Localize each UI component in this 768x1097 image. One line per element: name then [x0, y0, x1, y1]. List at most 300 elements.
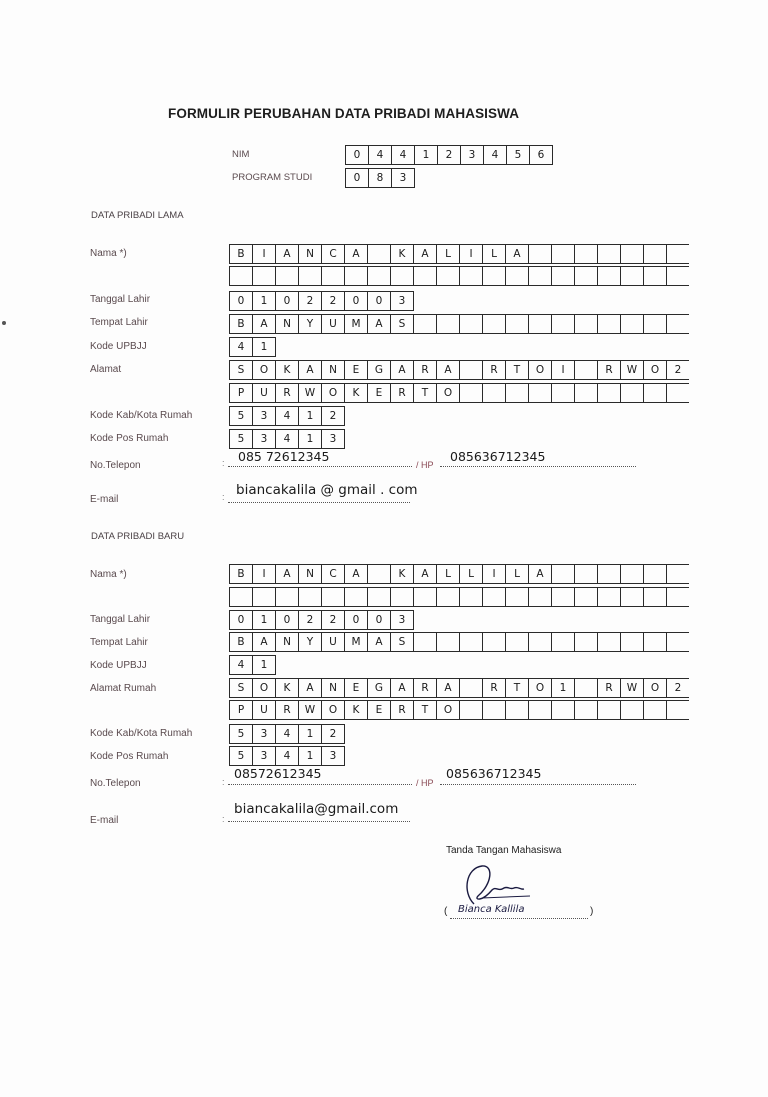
char-cell[interactable]: [460, 383, 483, 403]
char-cell[interactable]: 2: [299, 291, 322, 311]
char-cell[interactable]: [575, 700, 598, 720]
char-cell[interactable]: [276, 266, 299, 286]
char-cell[interactable]: [575, 244, 598, 264]
char-cell[interactable]: O: [644, 678, 667, 698]
char-cell[interactable]: [667, 700, 689, 720]
char-cell[interactable]: L: [437, 244, 460, 264]
char-cell[interactable]: [506, 700, 529, 720]
char-cell[interactable]: 1: [552, 678, 575, 698]
new-telepon-colon: :: [222, 777, 225, 787]
char-cell[interactable]: B: [229, 564, 253, 584]
char-cell[interactable]: T: [414, 700, 437, 720]
new-email-label: E-mail: [90, 815, 119, 826]
char-cell[interactable]: 1: [299, 746, 322, 766]
char-cell[interactable]: 3: [322, 746, 345, 766]
char-cell[interactable]: [529, 700, 552, 720]
char-cell[interactable]: K: [391, 244, 414, 264]
char-cell[interactable]: G: [368, 678, 391, 698]
char-cell[interactable]: [460, 314, 483, 334]
new-nama-label: Nama *): [90, 569, 127, 580]
char-cell[interactable]: [529, 632, 552, 652]
char-cell[interactable]: W: [621, 360, 644, 380]
char-cell[interactable]: O: [322, 383, 345, 403]
char-cell[interactable]: L: [460, 564, 483, 584]
char-cell[interactable]: R: [598, 678, 621, 698]
new-upbjj-boxes[interactable]: [229, 655, 276, 675]
char-cell[interactable]: 3: [322, 429, 345, 449]
char-cell[interactable]: [529, 587, 552, 607]
char-cell[interactable]: O: [437, 700, 460, 720]
char-cell[interactable]: K: [276, 360, 299, 380]
char-cell[interactable]: [644, 266, 667, 286]
old-hp-value[interactable]: 085636712345: [450, 449, 546, 464]
char-cell[interactable]: [483, 314, 506, 334]
form-title: FORMULIR PERUBAHAN DATA PRIBADI MAHASISWA: [168, 106, 520, 121]
char-cell[interactable]: 0: [345, 610, 368, 630]
old-telepon-line: [228, 466, 412, 467]
char-cell[interactable]: B: [229, 244, 253, 264]
char-cell[interactable]: [644, 383, 667, 403]
section-old-heading: DATA PRIBADI LAMA: [91, 210, 184, 221]
char-cell[interactable]: [644, 314, 667, 334]
char-cell[interactable]: 2: [438, 145, 461, 165]
char-cell[interactable]: [460, 678, 483, 698]
char-cell[interactable]: [575, 266, 598, 286]
char-cell[interactable]: R: [483, 360, 506, 380]
char-cell[interactable]: W: [299, 383, 322, 403]
char-cell[interactable]: [391, 266, 414, 286]
char-cell[interactable]: 2: [322, 610, 345, 630]
char-cell[interactable]: N: [299, 564, 322, 584]
char-cell[interactable]: R: [391, 383, 414, 403]
new-nama-row1[interactable]: [229, 564, 689, 584]
char-cell[interactable]: [667, 383, 689, 403]
char-cell[interactable]: A: [414, 244, 437, 264]
char-cell[interactable]: [437, 632, 460, 652]
char-cell[interactable]: [299, 266, 322, 286]
char-cell[interactable]: [667, 314, 689, 334]
char-cell[interactable]: A: [276, 564, 299, 584]
char-cell[interactable]: R: [414, 678, 437, 698]
char-cell[interactable]: 5: [507, 145, 530, 165]
old-telepon-value[interactable]: 085 72612345: [238, 449, 330, 464]
char-cell[interactable]: 4: [392, 145, 415, 165]
char-cell[interactable]: A: [253, 632, 276, 652]
nim-boxes[interactable]: [345, 145, 553, 165]
char-cell[interactable]: [368, 564, 391, 584]
char-cell[interactable]: O: [253, 678, 276, 698]
new-hp-label: / HP: [416, 778, 434, 788]
char-cell[interactable]: [598, 700, 621, 720]
char-cell[interactable]: [552, 314, 575, 334]
char-cell[interactable]: 1: [299, 724, 322, 744]
char-cell[interactable]: [506, 314, 529, 334]
char-cell[interactable]: A: [253, 314, 276, 334]
char-cell[interactable]: [483, 700, 506, 720]
char-cell[interactable]: I: [552, 360, 575, 380]
char-cell[interactable]: E: [368, 383, 391, 403]
char-cell[interactable]: 2: [322, 291, 345, 311]
char-cell[interactable]: E: [368, 700, 391, 720]
char-cell[interactable]: 0: [276, 291, 299, 311]
char-cell[interactable]: W: [621, 678, 644, 698]
char-cell[interactable]: [644, 244, 667, 264]
char-cell[interactable]: 1: [253, 610, 276, 630]
char-cell[interactable]: [529, 266, 552, 286]
char-cell[interactable]: [621, 244, 644, 264]
char-cell[interactable]: [552, 266, 575, 286]
char-cell[interactable]: 0: [368, 610, 391, 630]
char-cell[interactable]: [529, 314, 552, 334]
char-cell[interactable]: C: [322, 244, 345, 264]
char-cell[interactable]: 2: [667, 360, 689, 380]
char-cell[interactable]: [598, 314, 621, 334]
old-kab-boxes[interactable]: [229, 406, 345, 426]
char-cell[interactable]: A: [437, 360, 460, 380]
new-tanggal-boxes[interactable]: [229, 610, 414, 630]
char-cell[interactable]: [598, 587, 621, 607]
char-cell[interactable]: [621, 564, 644, 584]
char-cell[interactable]: 0: [345, 168, 369, 188]
char-cell[interactable]: 5: [229, 429, 253, 449]
char-cell[interactable]: O: [437, 383, 460, 403]
char-cell[interactable]: A: [391, 678, 414, 698]
char-cell[interactable]: A: [437, 678, 460, 698]
char-cell[interactable]: [414, 314, 437, 334]
char-cell[interactable]: K: [345, 383, 368, 403]
char-cell[interactable]: U: [322, 632, 345, 652]
char-cell[interactable]: [368, 244, 391, 264]
new-hp-line: [440, 784, 636, 785]
char-cell[interactable]: [414, 632, 437, 652]
char-cell[interactable]: N: [322, 678, 345, 698]
char-cell[interactable]: [667, 587, 689, 607]
char-cell[interactable]: [575, 314, 598, 334]
char-cell[interactable]: [621, 266, 644, 286]
program-studi-boxes[interactable]: [345, 168, 415, 188]
char-cell[interactable]: 4: [276, 724, 299, 744]
char-cell[interactable]: 3: [253, 724, 276, 744]
char-cell[interactable]: R: [598, 360, 621, 380]
char-cell[interactable]: O: [322, 700, 345, 720]
new-tempat-boxes[interactable]: [229, 632, 689, 652]
char-cell[interactable]: Y: [299, 314, 322, 334]
old-nama-row2[interactable]: [229, 266, 689, 286]
char-cell[interactable]: A: [414, 564, 437, 584]
char-cell[interactable]: [437, 314, 460, 334]
char-cell[interactable]: [552, 244, 575, 264]
char-cell[interactable]: G: [368, 360, 391, 380]
char-cell[interactable]: 3: [253, 429, 276, 449]
new-tanggal-label: Tanggal Lahir: [90, 614, 151, 625]
char-cell[interactable]: [506, 266, 529, 286]
char-cell[interactable]: O: [529, 678, 552, 698]
char-cell[interactable]: [253, 266, 276, 286]
char-cell[interactable]: O: [644, 360, 667, 380]
char-cell[interactable]: [529, 383, 552, 403]
char-cell[interactable]: A: [368, 632, 391, 652]
char-cell[interactable]: 1: [299, 429, 322, 449]
char-cell[interactable]: I: [460, 244, 483, 264]
char-cell[interactable]: A: [345, 564, 368, 584]
char-cell[interactable]: U: [253, 700, 276, 720]
char-cell[interactable]: [552, 700, 575, 720]
char-cell[interactable]: [621, 587, 644, 607]
old-alamat-row2[interactable]: [229, 383, 689, 403]
char-cell[interactable]: 0: [276, 610, 299, 630]
char-cell[interactable]: M: [345, 314, 368, 334]
char-cell[interactable]: L: [483, 244, 506, 264]
char-cell[interactable]: 0: [368, 291, 391, 311]
signature-name: Bianca Kallila: [458, 904, 525, 915]
char-cell[interactable]: I: [483, 564, 506, 584]
char-cell[interactable]: 1: [253, 655, 276, 675]
char-cell[interactable]: L: [437, 564, 460, 584]
char-cell[interactable]: 4: [276, 406, 299, 426]
char-cell[interactable]: 5: [229, 746, 253, 766]
char-cell[interactable]: [506, 632, 529, 652]
char-cell[interactable]: [276, 587, 299, 607]
char-cell[interactable]: S: [229, 360, 253, 380]
char-cell[interactable]: 4: [276, 746, 299, 766]
char-cell[interactable]: A: [368, 314, 391, 334]
char-cell[interactable]: [322, 266, 345, 286]
new-alamat-row1[interactable]: [229, 678, 689, 698]
char-cell[interactable]: S: [391, 314, 414, 334]
char-cell[interactable]: 3: [391, 291, 414, 311]
char-cell[interactable]: M: [345, 632, 368, 652]
new-hp-value[interactable]: 085636712345: [446, 766, 542, 781]
char-cell[interactable]: 0: [345, 291, 368, 311]
char-cell[interactable]: 4: [229, 337, 253, 357]
char-cell[interactable]: N: [276, 314, 299, 334]
new-email-value[interactable]: biancakalila@gmail.com: [234, 801, 399, 817]
char-cell[interactable]: [483, 383, 506, 403]
char-cell[interactable]: [552, 564, 575, 584]
signature-label: Tanda Tangan Mahasiswa: [446, 845, 562, 856]
char-cell[interactable]: [483, 266, 506, 286]
new-tempat-label: Tempat Lahir: [90, 637, 148, 648]
char-cell[interactable]: 1: [253, 291, 276, 311]
char-cell[interactable]: [506, 383, 529, 403]
new-alamat-row2[interactable]: [229, 700, 689, 720]
char-cell[interactable]: [460, 700, 483, 720]
char-cell[interactable]: P: [229, 383, 253, 403]
char-cell[interactable]: [575, 587, 598, 607]
char-cell[interactable]: K: [345, 700, 368, 720]
char-cell[interactable]: [483, 632, 506, 652]
char-cell[interactable]: [414, 587, 437, 607]
char-cell[interactable]: A: [299, 678, 322, 698]
char-cell[interactable]: [644, 632, 667, 652]
char-cell[interactable]: T: [506, 678, 529, 698]
new-kab-label: Kode Kab/Kota Rumah: [90, 728, 193, 739]
char-cell[interactable]: T: [506, 360, 529, 380]
char-cell[interactable]: 3: [461, 145, 484, 165]
old-tempat-boxes[interactable]: [229, 314, 689, 334]
char-cell[interactable]: Y: [299, 632, 322, 652]
char-cell[interactable]: 2: [299, 610, 322, 630]
char-cell[interactable]: [437, 266, 460, 286]
char-cell[interactable]: B: [229, 632, 253, 652]
char-cell[interactable]: R: [414, 360, 437, 380]
char-cell[interactable]: 6: [530, 145, 553, 165]
char-cell[interactable]: [644, 587, 667, 607]
char-cell[interactable]: A: [506, 244, 529, 264]
char-cell[interactable]: R: [276, 383, 299, 403]
char-cell[interactable]: [575, 632, 598, 652]
char-cell[interactable]: E: [345, 678, 368, 698]
char-cell[interactable]: [667, 564, 689, 584]
char-cell[interactable]: 0: [229, 291, 253, 311]
char-cell[interactable]: [391, 587, 414, 607]
char-cell[interactable]: 8: [369, 168, 392, 188]
char-cell[interactable]: 2: [322, 724, 345, 744]
char-cell[interactable]: L: [506, 564, 529, 584]
old-alamat-row1[interactable]: [229, 360, 689, 380]
char-cell[interactable]: [229, 587, 253, 607]
new-kab-boxes[interactable]: [229, 724, 345, 744]
char-cell[interactable]: [322, 587, 345, 607]
char-cell[interactable]: 3: [253, 746, 276, 766]
char-cell[interactable]: R: [276, 700, 299, 720]
char-cell[interactable]: S: [391, 632, 414, 652]
char-cell[interactable]: A: [299, 360, 322, 380]
char-cell[interactable]: [460, 266, 483, 286]
char-cell[interactable]: 4: [229, 655, 253, 675]
char-cell[interactable]: R: [391, 700, 414, 720]
char-cell[interactable]: B: [229, 314, 253, 334]
old-telepon-label: No.Telepon: [90, 460, 141, 471]
char-cell[interactable]: [598, 383, 621, 403]
char-cell[interactable]: [575, 360, 598, 380]
char-cell[interactable]: [529, 244, 552, 264]
char-cell[interactable]: S: [229, 678, 253, 698]
old-hp-line: [440, 466, 636, 467]
char-cell[interactable]: [345, 266, 368, 286]
char-cell[interactable]: [575, 564, 598, 584]
char-cell[interactable]: [345, 587, 368, 607]
char-cell[interactable]: [621, 314, 644, 334]
new-email-colon: :: [222, 814, 225, 824]
char-cell[interactable]: [644, 700, 667, 720]
char-cell[interactable]: K: [391, 564, 414, 584]
char-cell[interactable]: [621, 700, 644, 720]
char-cell[interactable]: [598, 564, 621, 584]
char-cell[interactable]: A: [529, 564, 552, 584]
char-cell[interactable]: U: [322, 314, 345, 334]
char-cell[interactable]: N: [299, 244, 322, 264]
char-cell[interactable]: C: [322, 564, 345, 584]
old-nama-row1[interactable]: [229, 244, 689, 264]
old-email-value[interactable]: biancakalila @ gmail . com: [236, 482, 418, 498]
new-telepon-label: No.Telepon: [90, 778, 141, 789]
old-pos-boxes[interactable]: [229, 429, 345, 449]
char-cell[interactable]: [552, 632, 575, 652]
char-cell[interactable]: [299, 587, 322, 607]
char-cell[interactable]: [667, 244, 689, 264]
char-cell[interactable]: [552, 587, 575, 607]
char-cell[interactable]: 4: [369, 145, 392, 165]
char-cell[interactable]: [621, 632, 644, 652]
char-cell[interactable]: A: [276, 244, 299, 264]
char-cell[interactable]: [506, 587, 529, 607]
char-cell[interactable]: [368, 587, 391, 607]
char-cell[interactable]: 4: [276, 429, 299, 449]
char-cell[interactable]: [483, 587, 506, 607]
char-cell[interactable]: 2: [667, 678, 689, 698]
char-cell[interactable]: 0: [345, 145, 369, 165]
char-cell[interactable]: I: [253, 564, 276, 584]
char-cell[interactable]: N: [276, 632, 299, 652]
char-cell[interactable]: 5: [229, 724, 253, 744]
new-alamat-label: Alamat Rumah: [90, 683, 157, 694]
char-cell[interactable]: O: [529, 360, 552, 380]
char-cell[interactable]: [552, 383, 575, 403]
char-cell[interactable]: [644, 564, 667, 584]
char-cell[interactable]: [460, 632, 483, 652]
char-cell[interactable]: [598, 244, 621, 264]
char-cell[interactable]: [460, 587, 483, 607]
old-pos-label: Kode Pos Rumah: [90, 433, 169, 444]
char-cell[interactable]: [229, 266, 253, 286]
char-cell[interactable]: [667, 632, 689, 652]
char-cell[interactable]: N: [322, 360, 345, 380]
old-tanggal-boxes[interactable]: [229, 291, 414, 311]
new-pos-boxes[interactable]: [229, 746, 345, 766]
char-cell[interactable]: [598, 266, 621, 286]
char-cell[interactable]: P: [229, 700, 253, 720]
char-cell[interactable]: 4: [484, 145, 507, 165]
char-cell[interactable]: A: [345, 244, 368, 264]
char-cell[interactable]: [598, 632, 621, 652]
char-cell[interactable]: 1: [299, 406, 322, 426]
char-cell[interactable]: E: [345, 360, 368, 380]
char-cell[interactable]: [368, 266, 391, 286]
old-upbjj-boxes[interactable]: [229, 337, 276, 357]
char-cell[interactable]: W: [299, 700, 322, 720]
char-cell[interactable]: 3: [391, 610, 414, 630]
char-cell[interactable]: [575, 383, 598, 403]
char-cell[interactable]: 1: [415, 145, 438, 165]
old-hp-label: / HP: [416, 460, 434, 470]
char-cell[interactable]: [437, 587, 460, 607]
char-cell[interactable]: U: [253, 383, 276, 403]
char-cell[interactable]: 1: [253, 337, 276, 357]
section-new-heading: DATA PRIBADI BARU: [91, 531, 185, 542]
char-cell[interactable]: 2: [322, 406, 345, 426]
char-cell[interactable]: I: [253, 244, 276, 264]
char-cell[interactable]: 3: [253, 406, 276, 426]
char-cell[interactable]: T: [414, 383, 437, 403]
char-cell[interactable]: 3: [392, 168, 415, 188]
new-nama-row2[interactable]: [229, 587, 689, 607]
char-cell[interactable]: [414, 266, 437, 286]
char-cell[interactable]: O: [253, 360, 276, 380]
char-cell[interactable]: [621, 383, 644, 403]
char-cell[interactable]: 5: [229, 406, 253, 426]
scan-speck: [2, 321, 6, 325]
char-cell[interactable]: [575, 678, 598, 698]
char-cell[interactable]: K: [276, 678, 299, 698]
char-cell[interactable]: [667, 266, 689, 286]
char-cell[interactable]: 0: [229, 610, 253, 630]
new-telepon-value[interactable]: 08572612345: [234, 766, 322, 781]
char-cell[interactable]: A: [391, 360, 414, 380]
char-cell[interactable]: [460, 360, 483, 380]
char-cell[interactable]: [253, 587, 276, 607]
char-cell[interactable]: R: [483, 678, 506, 698]
